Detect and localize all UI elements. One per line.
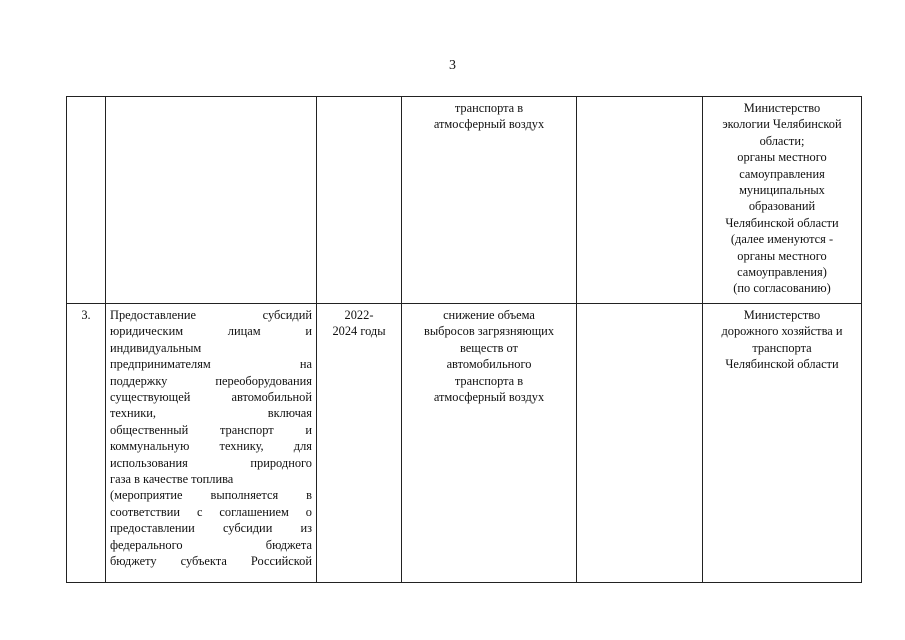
measure-line: Предоставление субсидий: [110, 308, 312, 322]
measure-line: поддержку переоборудования: [110, 373, 312, 388]
measure-line: существующей автомобильной: [110, 390, 312, 405]
cell-executor: Министерство дорожного хозяйства и транспорта Челябинской области: [703, 304, 862, 583]
cell-measure-name: [106, 97, 317, 304]
measure-line: федерального бюджета: [110, 537, 312, 552]
measure-line: газа в качестве топлива: [110, 472, 234, 487]
measure-line: техники, включая: [110, 406, 312, 421]
measure-line: соответствии с соглашением о: [110, 504, 312, 519]
cell-result: снижение объема выбросов загрязняющих веществ от автомобильного транспорта в атмосферный воздух: [402, 304, 577, 583]
measures-table: [66, 96, 862, 583]
measure-line: общественный транспорт и: [110, 422, 312, 437]
cell-result: транспорта в атмосферный воздух: [402, 97, 577, 304]
measure-line: индивидуальным: [110, 340, 202, 355]
measure-line: юридическим лицам и: [110, 324, 312, 339]
measure-line: (мероприятие выполняется в: [110, 488, 312, 503]
measure-line: предоставлении субсидии из: [110, 521, 312, 536]
table-row: [67, 304, 862, 583]
measure-line: предпринимателям на: [110, 357, 312, 372]
measure-line: бюджету субъекта Российской: [110, 554, 312, 569]
cell-executor: Министерство экологии Челябинской области; органы местного самоуправления муниципальных образований Челябинской области (далее именуются - органы местного самоуправления) (по согласованию): [703, 97, 862, 304]
cell-number: [67, 97, 106, 304]
cell-period: [317, 97, 402, 304]
cell-extra: [577, 304, 703, 583]
cell-number: 3.: [67, 304, 106, 583]
cell-period: 2022- 2024 годы: [317, 304, 402, 583]
measure-line: коммунальную технику, для: [110, 439, 312, 454]
measure-line: использования природного: [110, 455, 312, 470]
cell-measure-name: [106, 304, 317, 583]
table-row: [67, 97, 862, 304]
cell-extra: [577, 97, 703, 304]
page-number: 3: [449, 58, 456, 73]
